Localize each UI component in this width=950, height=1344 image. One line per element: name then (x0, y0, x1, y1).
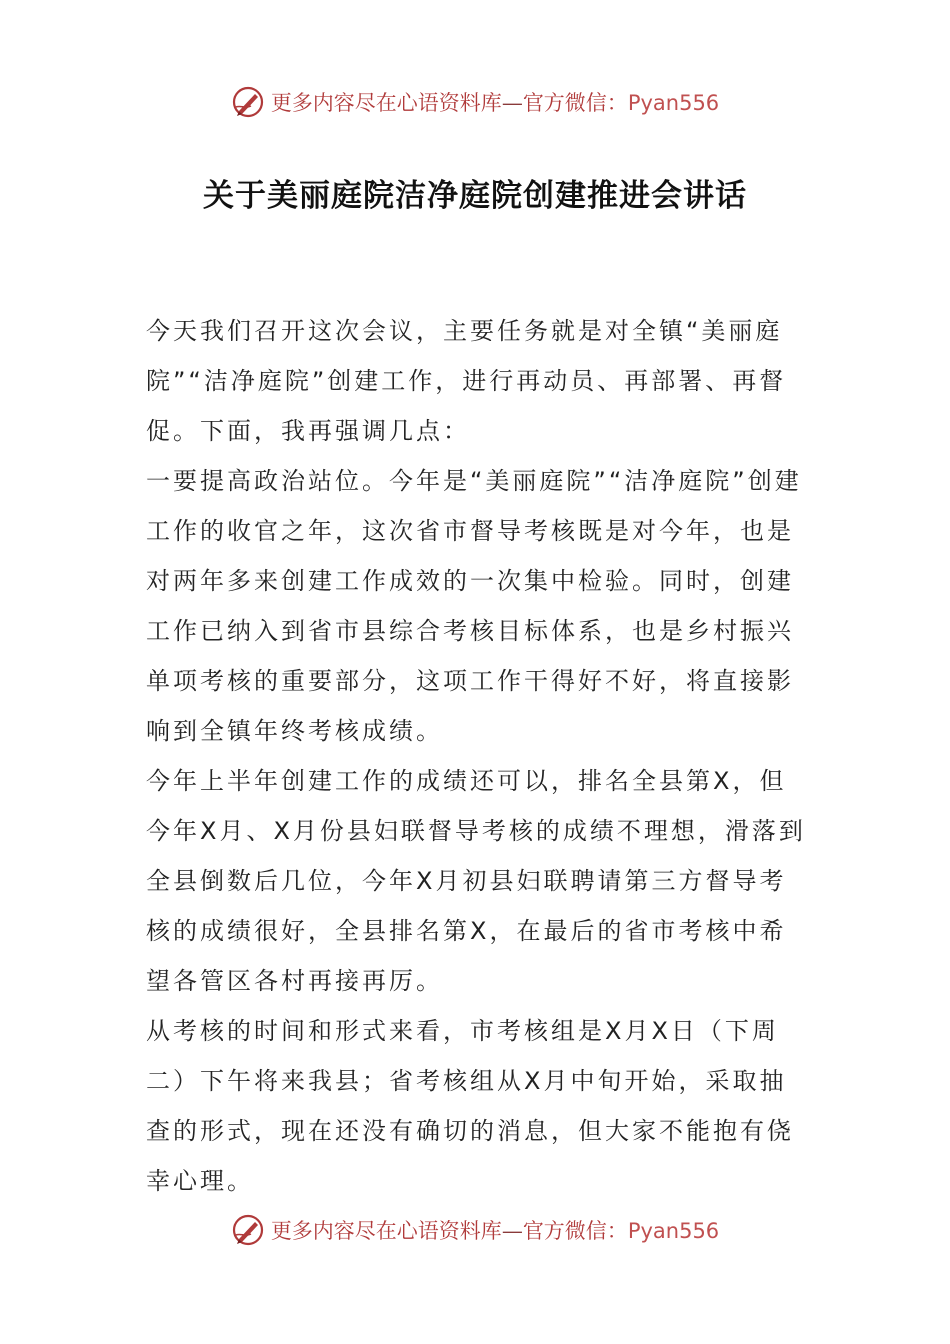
pen-logo-icon (231, 1213, 265, 1247)
document-body (146, 306, 812, 1206)
header-banner-text (271, 87, 719, 117)
header-banner-main: 更多内容尽在心语资料库 (270, 91, 502, 115)
pen-logo-icon (231, 85, 265, 119)
footer-banner-text (271, 1215, 719, 1245)
footer-banner-wechat: Pyan556 (627, 1219, 720, 1243)
footer-banner-dash: — (501, 1219, 523, 1243)
footer-banner (0, 1210, 950, 1250)
paragraph-3: 今年上半年创建工作的成绩还可以，排名全县第X，但今年X月、X月份县妇联督导考核的成绩不理想，滑落到全县倒数后几位，今年X月初县妇联聘请第三方督导考核的成绩很好，全县排名第X，在最后的省市考核中希望各管区各村再接再厉。 (146, 767, 806, 995)
header-banner (0, 82, 950, 122)
paragraph-2: 一要提高政治站位。今年是“美丽庭院”“洁净庭院”创建工作的收官之年，这次省市督导考核既是对今年，也是对两年多来创建工作成效的一次集中检验。同时，创建工作已纳入到省市县综合考核目标体系，也是乡村振兴单项考核的重要部分，这项工作干得好不好，将直接影响到全镇年终考核成绩。 (146, 467, 802, 745)
document-title: 关于美丽庭院洁净庭院创建推进会讲话 (203, 178, 747, 214)
footer-banner-main: 更多内容尽在心语资料库 (270, 1219, 502, 1243)
paragraph-1: 今天我们召开这次会议，主要任务就是对全镇“美丽庭院”“洁净庭院”创建工作，进行再动员、再部署、再督促。下面，我再强调几点： (146, 317, 787, 445)
footer-banner-contact: 官方微信： (522, 1219, 628, 1243)
paragraph-4: 从考核的时间和形式来看，市考核组是X月X日（下周二）下午将来我县；省考核组从X月中旬开始，采取抽查的形式，现在还没有确切的消息，但大家不能抱有侥幸心理。 (146, 1017, 794, 1195)
header-banner-dash: — (501, 91, 523, 115)
header-banner-wechat: Pyan556 (627, 91, 720, 115)
header-banner-contact: 官方微信： (522, 91, 628, 115)
